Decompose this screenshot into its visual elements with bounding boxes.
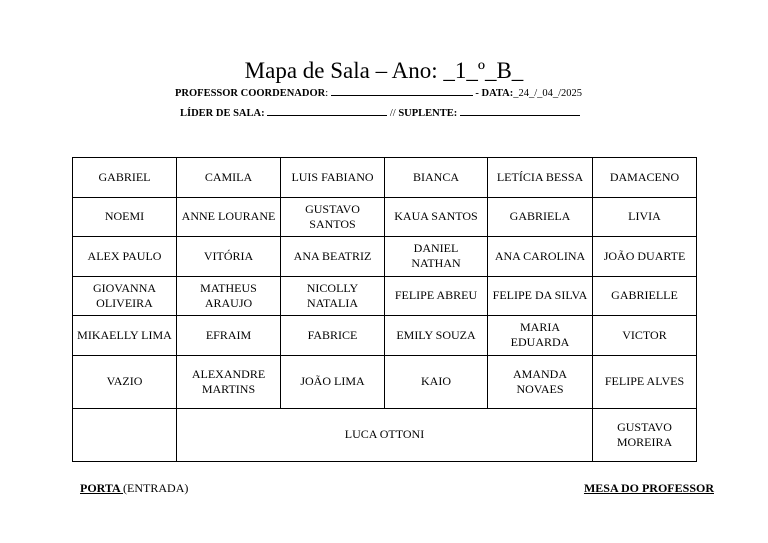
seat-cell: ALEX PAULO bbox=[73, 237, 177, 277]
seat-cell: AMANDA NOVAES bbox=[488, 355, 593, 408]
page-title: Mapa de Sala – Ano: _1_º_B_ bbox=[244, 58, 524, 83]
seat-cell: EMILY SOUZA bbox=[385, 316, 488, 356]
seat-row bbox=[73, 158, 697, 198]
date-label: - DATA: bbox=[475, 88, 514, 99]
seat-cell: NOEMI bbox=[73, 197, 177, 237]
seat-row-last bbox=[73, 408, 697, 461]
seat-cell: GUSTAVO SANTOS bbox=[281, 197, 385, 237]
lider-label: LÍDER DE SALA: bbox=[180, 108, 265, 119]
seat-cell: NICOLLY NATALIA bbox=[281, 276, 385, 316]
seat-row bbox=[73, 276, 697, 316]
suplente-label: SUPLENTE: bbox=[398, 108, 458, 119]
seat-cell: FELIPE ABREU bbox=[385, 276, 488, 316]
seat-cell-empty bbox=[73, 408, 177, 461]
seat-row bbox=[73, 355, 697, 408]
seat-cell: VAZIO bbox=[73, 355, 177, 408]
seat-row bbox=[73, 237, 697, 277]
seat-row bbox=[73, 316, 697, 356]
seat-cell: VITÓRIA bbox=[177, 237, 281, 277]
seat-cell: GUSTAVO MOREIRA bbox=[593, 408, 697, 461]
seat-cell: ANNE LOURANE bbox=[177, 197, 281, 237]
seat-cell: MARIA EDUARDA bbox=[488, 316, 593, 356]
date-value: _24_/_04_/2025 bbox=[513, 88, 583, 99]
seat-row bbox=[73, 197, 697, 237]
seat-cell: CAMILA bbox=[177, 158, 281, 198]
seat-cell: GABRIELA bbox=[488, 197, 593, 237]
lider-field[interactable] bbox=[267, 105, 387, 116]
seat-cell: GIOVANNA OLIVEIRA bbox=[73, 276, 177, 316]
seat-cell: FELIPE DA SILVA bbox=[488, 276, 593, 316]
seat-cell: GABRIEL bbox=[73, 158, 177, 198]
seat-cell: ALEXANDRE MARTINS bbox=[177, 355, 281, 408]
seat-cell: KAUA SANTOS bbox=[385, 197, 488, 237]
suplente-field[interactable] bbox=[460, 105, 580, 116]
seat-cell: DANIEL NATHAN bbox=[385, 237, 488, 277]
porta-note: (ENTRADA) bbox=[123, 481, 189, 495]
seat-cell: GABRIELLE bbox=[593, 276, 697, 316]
professor-label: PROFESSOR COORDENADOR bbox=[175, 88, 326, 99]
porta-label: PORTA bbox=[80, 481, 124, 495]
seat-cell: ANA CAROLINA bbox=[488, 237, 593, 277]
lider-line bbox=[180, 105, 580, 121]
professor-line: PROFESSOR COORDENADOR: - DATA:_24_/_04_/2025 bbox=[175, 85, 582, 101]
seat-cell: EFRAIM bbox=[177, 316, 281, 356]
teacher-desk-label: MESA DO PROFESSOR bbox=[583, 481, 714, 495]
seat-cell: KAIO bbox=[385, 355, 488, 408]
seat-cell: FELIPE ALVES bbox=[593, 355, 697, 408]
seat-cell: LIVIA bbox=[593, 197, 697, 237]
seat-cell: BIANCA bbox=[385, 158, 488, 198]
professor-field[interactable] bbox=[331, 85, 473, 96]
seat-cell: VICTOR bbox=[593, 316, 697, 356]
seat-cell: JOÃO DUARTE bbox=[593, 237, 697, 277]
seat-cell: DAMACENO bbox=[593, 158, 697, 198]
seat-cell: LUIS FABIANO bbox=[281, 158, 385, 198]
seat-cell: LETÍCIA BESSA bbox=[488, 158, 593, 198]
suplente-separator: // bbox=[389, 108, 399, 119]
seat-cell: FABRICE bbox=[281, 316, 385, 356]
seat-cell: MIKAELLY LIMA bbox=[73, 316, 177, 356]
seat-cell: JOÃO LIMA bbox=[281, 355, 385, 408]
seat-cell: ANA BEATRIZ bbox=[281, 237, 385, 277]
seating-chart bbox=[72, 157, 697, 462]
door-label bbox=[80, 481, 188, 496]
seat-cell: MATHEUS ARAUJO bbox=[177, 276, 281, 316]
seat-cell-center: LUCA OTTONI bbox=[177, 408, 593, 461]
